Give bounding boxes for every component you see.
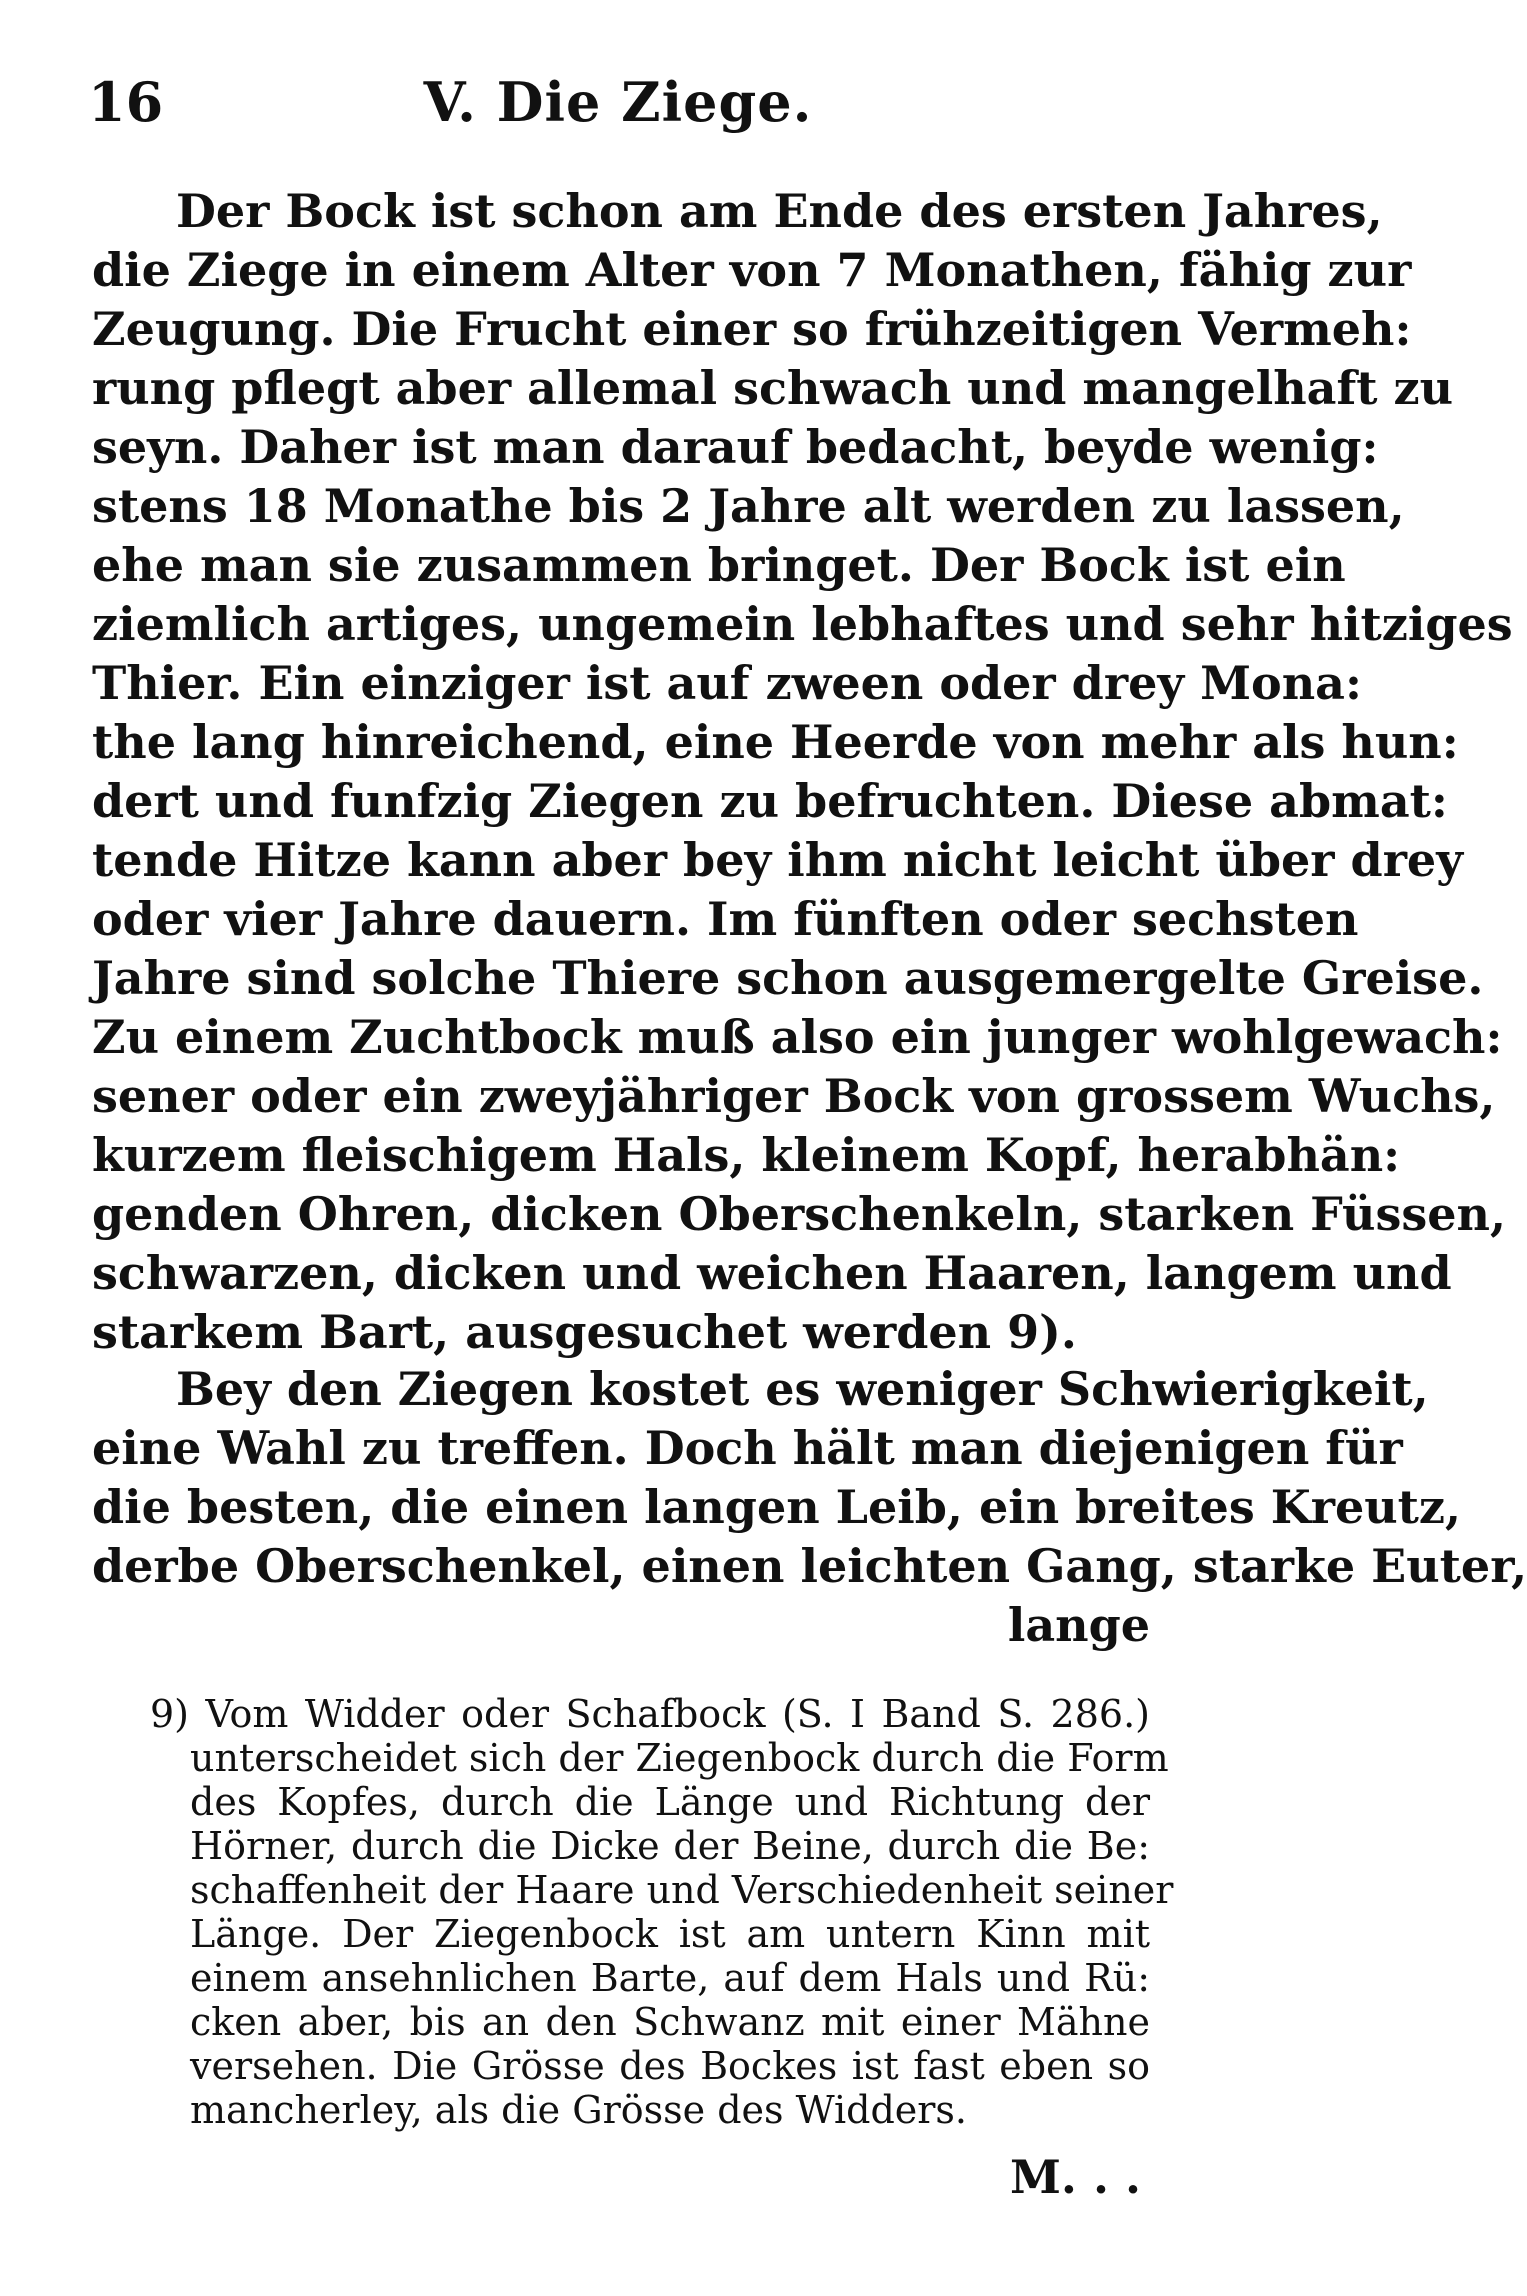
text-line: rung pflegt aber allemal schwach und mangelhaft zu: [92, 361, 1454, 415]
footnote-line: des Kopfes, durch die Länge und Richtung der: [190, 1780, 1150, 1824]
page-number: 16: [88, 70, 164, 134]
text-line: dert und funfzig Ziegen zu befruchten. Diese abmat:: [92, 774, 1448, 828]
text-line: ziemlich artiges, ungemein lebhaftes und sehr hitziges: [92, 597, 1513, 651]
text-line: ehe man sie zusammen bringet. Der Bock ist ein: [92, 538, 1346, 592]
text-line: schwarzen, dicken und weichen Haaren, langem und: [92, 1246, 1452, 1300]
footnote-marker: 9): [150, 1692, 190, 1736]
footnote-line: mancherley, als die Grösse des Widders.: [190, 2088, 968, 2132]
text-line: Jahre sind solche Thiere schon ausgemergelte Greise.: [92, 951, 1484, 1005]
footnote-line: schaffenheit der Haare und Verschiedenheit seiner: [190, 1868, 1174, 1912]
catch-line: lange: [1007, 1598, 1150, 1652]
text-line: Zeugung. Die Frucht einer so frühzeitigen Vermeh:: [92, 302, 1412, 356]
text-line: sener oder ein zweyjähriger Bock von grossem Wuchs,: [92, 1069, 1496, 1123]
text-line: stens 18 Monathe bis 2 Jahre alt werden zu lassen,: [92, 479, 1405, 533]
text-line: Der Bock ist schon am Ende des ersten Jahres,: [176, 184, 1383, 238]
footnote-text: Vom Widder oder Schafbock (S. I Band S. 286.): [205, 1692, 1150, 1736]
text-line: Bey den Ziegen kostet es weniger Schwierigkeit,: [176, 1362, 1429, 1416]
text-line: tende Hitze kann aber bey ihm nicht leicht über drey: [92, 833, 1463, 887]
text-line: die Ziege in einem Alter von 7 Monathen, fähig zur: [92, 243, 1412, 297]
text-line: genden Ohren, dicken Oberschenkeln, starken Füssen,: [92, 1187, 1506, 1241]
page-header: [88, 70, 1148, 150]
footnote-line: unterscheidet sich der Ziegenbock durch die Form: [190, 1736, 1169, 1780]
footnote: [150, 1692, 1174, 2132]
text-line: seyn. Daher ist man darauf bedacht, beyde wenig:: [92, 420, 1379, 474]
footnote-line: [150, 1692, 1150, 1736]
text-line: eine Wahl zu treffen. Doch hält man diejenigen für: [92, 1421, 1403, 1475]
footnote-line: Länge. Der Ziegenbock ist am untern Kinn mit: [190, 1912, 1150, 1956]
catchword: M. . .: [1010, 2150, 1141, 2204]
running-title: V. Die Ziege.: [423, 70, 813, 134]
text-line: the lang hinreichend, eine Heerde von mehr als hun:: [92, 715, 1459, 769]
text-line: derbe Oberschenkel, einen leichten Gang, starke Euter,: [92, 1539, 1527, 1593]
text-line: oder vier Jahre dauern. Im fünften oder sechsten: [92, 892, 1359, 946]
text-line: kurzem fleischigem Hals, kleinem Kopf, herabhän:: [92, 1128, 1401, 1182]
text-line: Zu einem Zuchtbock muß also ein junger wohlgewach:: [92, 1010, 1503, 1064]
footnote-line: einem ansehnlichen Barte, auf dem Hals und Rü:: [190, 1956, 1150, 2000]
text-line: die besten, die einen langen Leib, ein breites Kreutz,: [92, 1480, 1462, 1534]
text-line: Thier. Ein einziger ist auf zween oder drey Mona:: [92, 656, 1362, 710]
paragraph-2: [92, 1360, 1527, 1655]
paragraph-1: [92, 182, 1513, 1362]
footnote-line: cken aber, bis an den Schwanz mit einer Mähne: [190, 2000, 1150, 2044]
footnote-line: Hörner, durch die Dicke der Beine, durch die Be:: [190, 1824, 1150, 1868]
footnote-line: versehen. Die Grösse des Bockes ist fast eben so: [190, 2044, 1150, 2088]
text-line: starkem Bart, ausgesuchet werden 9).: [92, 1305, 1077, 1359]
